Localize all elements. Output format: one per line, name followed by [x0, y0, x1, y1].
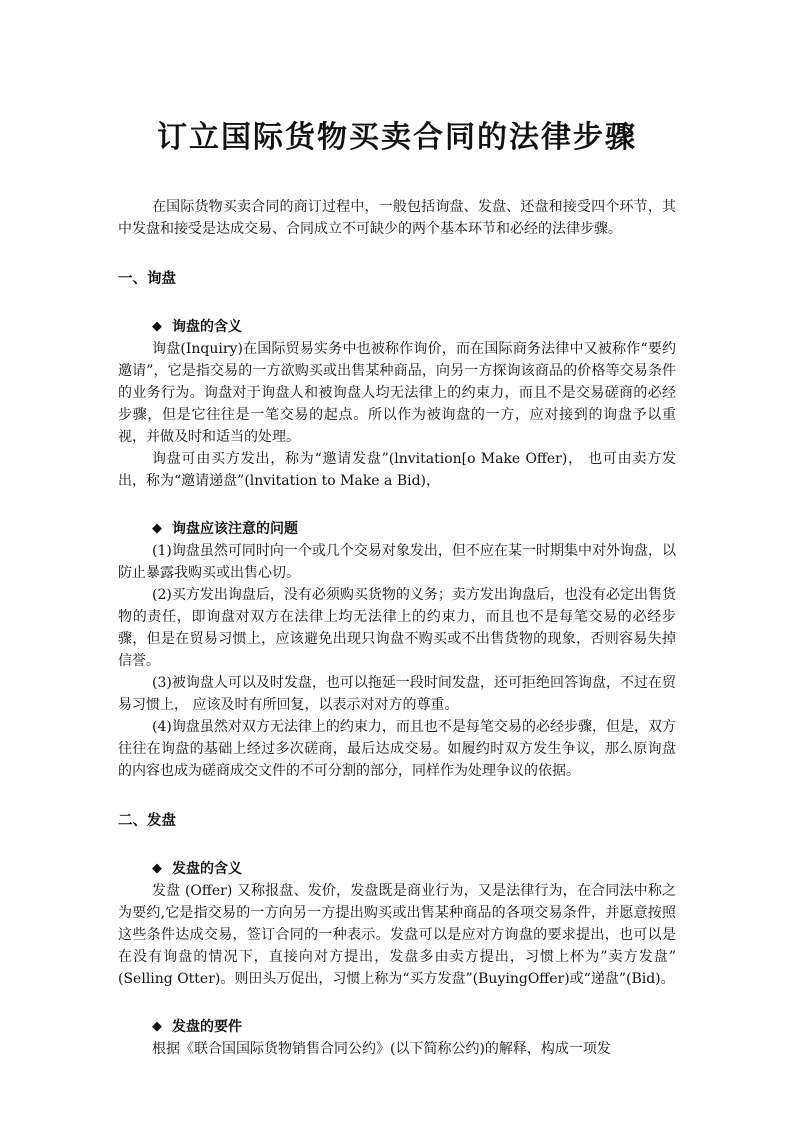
paragraph: 询盘可由买方发出，称为“邀请发盘”(lnvitation[o Make Offer)， 也可由卖方发出，称为“邀请递盘”(lnvitation to Make a Bid)， [118, 451, 676, 489]
intro-paragraph: 在国际货物买卖合同的商订过程中，一般包括询盘、发盘、还盘和接受四个环节，其中发盘和接受是达成交易、合同成立不可缺少的两个基本环节和必经的法律步骤。 [118, 199, 676, 237]
paragraph: (4)询盘虽然对双方无法律上的约束力，而且也不是每笔交易的必经步骤，但是，双方往往在询盘的基础上经过多次磋商，最后达成交易。如履约时双方发生争议，那么原询盘的内容也成为磋商成交文件的不可分割的部分，同样作为处理争议的依据。 [118, 719, 676, 779]
page-title: 订立国际货物买卖合同的法律步骤 [157, 120, 637, 155]
diamond-bullet-icon: ◆ [152, 1019, 162, 1034]
subheading-inquiry-notes [152, 518, 676, 540]
subheading-label: 询盘应该注意的问题 [172, 521, 298, 537]
subheading-offer-requirements [152, 1016, 676, 1038]
subheading-label: 发盘的要件 [172, 1019, 242, 1035]
paragraph: (3)被询盘人可以及时发盘，也可以拖延一段时间发盘，还可拒绝回答询盘，不过在贸易习惯上， 应该及时有所回复，以表示对对方的尊重。 [118, 675, 676, 713]
section-heading-inquiry: 一、询盘 [118, 270, 176, 287]
subheading-offer-meaning [152, 858, 676, 880]
paragraph: (2)买方发出询盘后，没有必须购买货物的义务；卖方发出询盘后，也没有必定出售货物的责任，即询盘对双方在法律上均无法律上的约束力，而且也不是每笔交易的必经步骤，但是在贸易习惯上，应该避免出现只询盘不购买或不出售货物的现象，否则容易失掉信誉。 [118, 587, 676, 669]
diamond-bullet-icon: ◆ [152, 521, 162, 536]
paragraph: 根据《联合国国际货物销售合同公约》(以下简称公约)的解释，构成一项发 [152, 1041, 611, 1057]
subheading-label: 发盘的含义 [172, 861, 242, 877]
paragraph: 发盘 (Offer) 又称报盘、发价，发盘既是商业行为，又是法律行为，在合同法中称之为要约,它是指交易的一方向另一方提出购买或出售某种商品的各项交易条件，并愿意按照这些条件达成交易，签订合同的一种表示。发盘可以是应对方询盘的要求提出，也可以是在没有询盘的情况下，直接向对方提出，发盘多由卖方提出，习惯上杯为”卖方发盘” (Selling Otter)。则田头万促出，习惯上称为“买方发盘”(BuyingOffer)或“递盘”(Bid)。 [118, 883, 676, 987]
subheading-label: 询盘的含义 [172, 319, 242, 335]
paragraph: 询盘(Inquiry)在国际贸易实务中也被称作询价，而在国际商务法律中又被称作“要约邀请”，它是指交易的一方欲购买或出售某种商品，向另一方探询该商品的价格等交易条件的业务行为。询盘对于询盘人和被询盘人均无法律上的约束力，而且不是交易磋商的必经步骤，但是它往往是一笔交易的起点。所以作为被询盘的一方，应对接到的询盘予以重视，并做及时和适当的处理。 [118, 341, 676, 445]
diamond-bullet-icon: ◆ [152, 861, 162, 876]
paragraph: (1)询盘虽然可同时向一个或几个交易对象发出，但不应在某一时期集中对外询盘，以防止暴露我购买或出售心切。 [118, 543, 676, 581]
subheading-inquiry-meaning [152, 316, 676, 338]
diamond-bullet-icon: ◆ [152, 319, 162, 334]
section-heading-offer: 二、发盘 [118, 812, 176, 829]
